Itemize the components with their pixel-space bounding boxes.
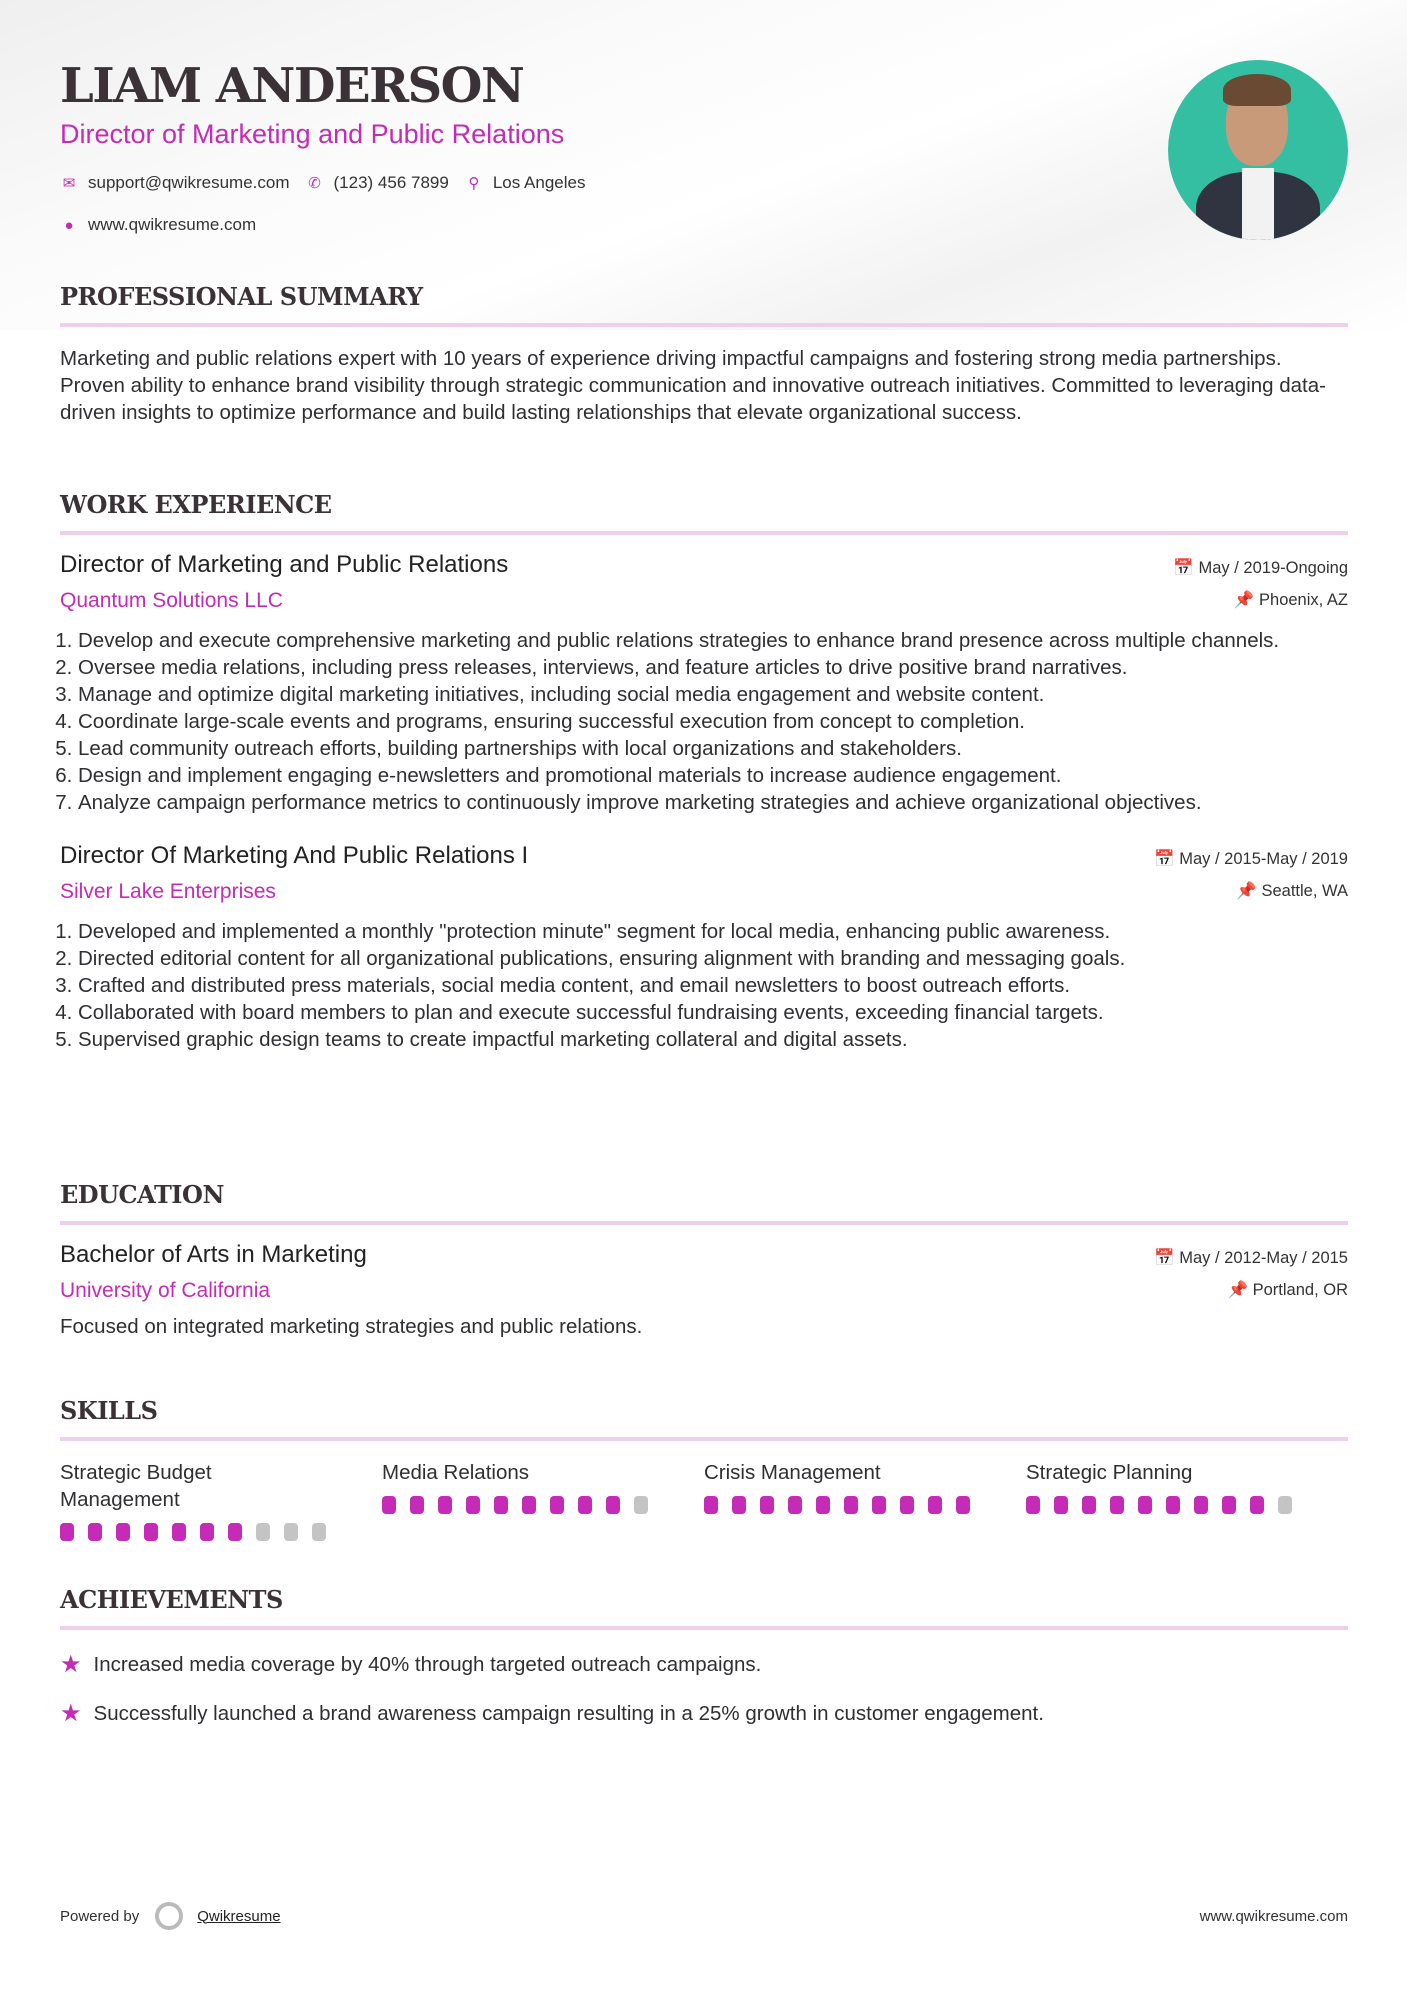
rating-dot xyxy=(466,1496,480,1514)
achievement-item xyxy=(60,1650,1348,1679)
footer xyxy=(60,1902,1348,1930)
rating-dot xyxy=(732,1496,746,1514)
job-location xyxy=(1236,882,1348,901)
brand-link[interactable]: Qwikresume xyxy=(197,1907,281,1925)
rating-dot xyxy=(382,1496,396,1514)
experience-section xyxy=(60,490,1348,1053)
envelope-icon: ✉ xyxy=(62,175,76,192)
summary-text: Marketing and public relations expert with 10 years of experience driving impactful campaigns and fostering strong media partnerships. Proven ability to enhance brand visibility through strategic communication and innovative outreach initiatives. Committed to leveraging data-driven insights to optimize performance and build lasting relationships that elevate organizational success. xyxy=(60,347,1326,424)
achievement-text: Increased media coverage by 40% through targeted outreach campaigns. xyxy=(93,1652,762,1676)
rating-dot xyxy=(956,1496,970,1514)
skill-rating xyxy=(1026,1496,1348,1514)
list-item: 6. Design and implement engaging e-newsletters and promotional materials to increase audience engagement. xyxy=(78,762,1348,789)
list-item: 5. Lead community outreach efforts, building partnerships with local organizations and stakeholders. xyxy=(78,735,1348,762)
list-item: 1. Developed and implemented a monthly "protection minute" segment for local media, enhancing public awareness. xyxy=(78,918,1348,945)
section-heading: ACHIEVEMENTS xyxy=(60,1585,1348,1630)
location-text: Phoenix, AZ xyxy=(1259,591,1348,609)
section-heading: WORK EXPERIENCE xyxy=(60,490,1348,535)
calendar-icon: 📅 xyxy=(1154,850,1180,868)
rating-dot xyxy=(200,1523,214,1541)
rating-dot xyxy=(1194,1496,1208,1514)
rating-dot xyxy=(312,1523,326,1541)
phone-icon: ✆ xyxy=(308,175,321,192)
rating-dot xyxy=(578,1496,592,1514)
rating-dot xyxy=(410,1496,424,1514)
rating-dot xyxy=(1166,1496,1180,1514)
rating-dot xyxy=(1054,1496,1068,1514)
contact-row xyxy=(60,173,585,193)
rating-dot xyxy=(844,1496,858,1514)
rating-dot xyxy=(116,1523,130,1541)
school: University of California xyxy=(60,1279,271,1302)
rating-dot xyxy=(60,1523,74,1541)
rating-dot xyxy=(1026,1496,1040,1514)
rating-dot xyxy=(1278,1496,1292,1514)
list-item: 4. Collaborated with board members to plan and execute successful fundraising events, exceeding financial targets. xyxy=(78,999,1348,1026)
location-text: Portland, OR xyxy=(1252,1281,1348,1299)
job-title: Director of Marketing and Public Relations xyxy=(60,119,565,149)
skills-section xyxy=(60,1396,1348,1541)
list-item: 2. Oversee media relations, including press releases, interviews, and feature articles to drive positive brand narratives. xyxy=(78,654,1348,681)
skill-item xyxy=(60,1459,382,1541)
company: Quantum Solutions LLC xyxy=(60,589,283,612)
powered-by: Powered by xyxy=(60,1907,140,1925)
rating-dot xyxy=(900,1496,914,1514)
skills-list xyxy=(60,1459,1348,1541)
email[interactable]: support@qwikresume.com xyxy=(88,173,290,192)
rating-dot xyxy=(1110,1496,1124,1514)
date-text: May / 2019-Ongoing xyxy=(1198,559,1348,577)
skill-rating xyxy=(704,1496,1026,1514)
rating-dot xyxy=(1222,1496,1236,1514)
job-duties xyxy=(60,627,1348,816)
rating-dot xyxy=(172,1523,186,1541)
job-date xyxy=(1154,850,1348,869)
rating-dot xyxy=(88,1523,102,1541)
achievement-item xyxy=(60,1699,1348,1728)
job-date xyxy=(1173,559,1348,578)
rating-dot xyxy=(1138,1496,1152,1514)
list-item: 7. Analyze campaign performance metrics to continuously improve marketing strategies and achieve organizational objectives. xyxy=(78,789,1348,816)
section-heading: EDUCATION xyxy=(60,1180,1348,1225)
website[interactable]: www.qwikresume.com xyxy=(88,215,257,234)
rating-dot xyxy=(634,1496,648,1514)
rating-dot xyxy=(704,1496,718,1514)
location-text: Seattle, WA xyxy=(1261,882,1348,900)
education-entry xyxy=(60,1241,1348,1340)
globe-icon: ● xyxy=(64,216,74,234)
list-item: 1. Develop and execute comprehensive marketing and public relations strategies to enhance brand presence across multiple channels. xyxy=(78,627,1348,654)
education-description: Focused on integrated marketing strategies and public relations. xyxy=(60,1315,643,1338)
footer-website[interactable]: www.qwikresume.com xyxy=(1199,1907,1348,1925)
pin-icon: 📌 xyxy=(1233,591,1260,609)
achievement-text: Successfully launched a brand awareness campaign resulting in a 25% growth in customer engagement. xyxy=(93,1701,1044,1725)
section-heading: PROFESSIONAL SUMMARY xyxy=(60,282,1348,327)
skill-rating xyxy=(382,1496,704,1514)
rating-dot xyxy=(228,1523,242,1541)
qwikresume-logo-icon xyxy=(155,1902,183,1930)
website-row xyxy=(60,215,256,235)
rating-dot xyxy=(872,1496,886,1514)
job-duties xyxy=(60,918,1348,1053)
rating-dot xyxy=(438,1496,452,1514)
date-text: May / 2012-May / 2015 xyxy=(1179,1249,1348,1267)
skill-name: Crisis Management xyxy=(704,1461,881,1484)
education-section xyxy=(60,1180,1348,1340)
skill-item xyxy=(704,1459,1026,1541)
pin-icon: 📌 xyxy=(1236,882,1262,900)
skill-name: Media Relations xyxy=(382,1461,529,1484)
calendar-icon: 📅 xyxy=(1154,1249,1180,1267)
rating-dot xyxy=(284,1523,298,1541)
job-location xyxy=(1234,591,1348,610)
rating-dot xyxy=(760,1496,774,1514)
rating-dot xyxy=(816,1496,830,1514)
profile-photo xyxy=(1168,60,1348,240)
phone: (123) 456 7899 xyxy=(333,173,449,192)
rating-dot xyxy=(494,1496,508,1514)
company: Silver Lake Enterprises xyxy=(60,880,276,903)
rating-dot xyxy=(522,1496,536,1514)
star-icon: ★ xyxy=(60,1651,82,1678)
skill-name: Strategic Budget Management xyxy=(60,1461,212,1511)
rating-dot xyxy=(550,1496,564,1514)
job-title: Director of Marketing and Public Relations xyxy=(60,551,509,578)
education-location xyxy=(1227,1281,1348,1300)
summary-section xyxy=(60,282,1348,426)
rating-dot xyxy=(788,1496,802,1514)
pin-icon: 📌 xyxy=(1227,1281,1253,1299)
skill-rating xyxy=(60,1523,382,1541)
rating-dot xyxy=(928,1496,942,1514)
list-item: 3. Manage and optimize digital marketing initiatives, including social media engagement and website content. xyxy=(78,681,1348,708)
achievements-section xyxy=(60,1585,1348,1728)
education-date xyxy=(1154,1249,1348,1268)
skill-item xyxy=(382,1459,704,1541)
list-item: 2. Directed editorial content for all organizational publications, ensuring alignment with branding and messaging goals. xyxy=(78,945,1348,972)
job-entry xyxy=(60,842,1348,1053)
section-heading: SKILLS xyxy=(60,1396,1348,1441)
rating-dot xyxy=(256,1523,270,1541)
skill-name: Strategic Planning xyxy=(1026,1461,1193,1484)
rating-dot xyxy=(1082,1496,1096,1514)
list-item: 4. Coordinate large-scale events and programs, ensuring successful execution from concept to completion. xyxy=(78,708,1348,735)
location: Los Angeles xyxy=(492,173,586,192)
skill-item xyxy=(1026,1459,1348,1541)
degree: Bachelor of Arts in Marketing xyxy=(60,1241,367,1268)
calendar-icon: 📅 xyxy=(1173,559,1199,577)
rating-dot xyxy=(144,1523,158,1541)
map-pin-icon: ⚲ xyxy=(468,175,480,192)
name: LIAM ANDERSON xyxy=(60,58,524,114)
list-item: 5. Supervised graphic design teams to create impactful marketing collateral and digital assets. xyxy=(78,1026,1348,1053)
star-icon: ★ xyxy=(60,1700,82,1727)
date-text: May / 2015-May / 2019 xyxy=(1179,850,1348,868)
job-entry xyxy=(60,551,1348,816)
rating-dot xyxy=(1250,1496,1264,1514)
job-title: Director Of Marketing And Public Relations I xyxy=(60,842,529,869)
list-item: 3. Crafted and distributed press materials, social media content, and email newsletters to boost outreach efforts. xyxy=(78,972,1348,999)
rating-dot xyxy=(606,1496,620,1514)
